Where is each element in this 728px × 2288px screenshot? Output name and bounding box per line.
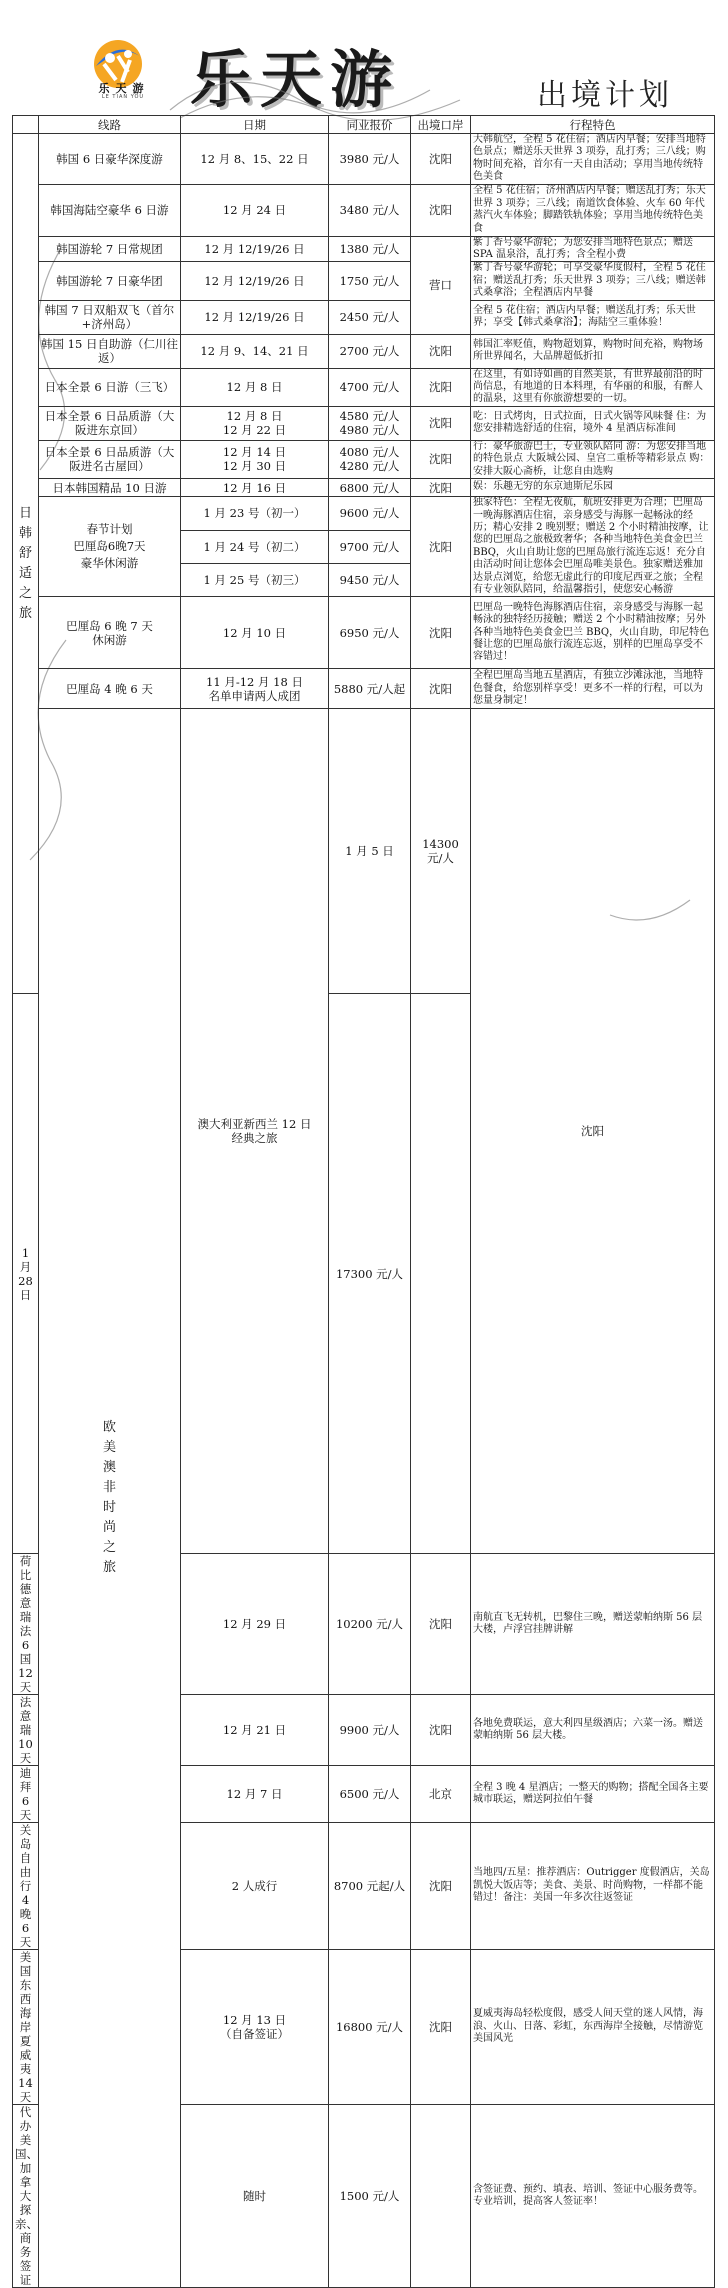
features-cell-line: 当地四/五星：推荐酒店：Outrigger 度假酒店，关岛凯悦大饭店等；美食、美景、时尚购物，一样都不能错过！备注：美国一年多次往返签证 xyxy=(473,1867,710,1904)
date-cell xyxy=(181,134,329,185)
port-cell xyxy=(411,597,471,669)
price-cell-line: 3980 元/人 xyxy=(339,151,400,166)
route-cell-line: 6 国 12 天 xyxy=(18,1637,33,1694)
date-cell-line: 12 月 8、15、22 日 xyxy=(200,151,309,166)
port-cell-line: 沈阳 xyxy=(429,203,452,218)
date-cell xyxy=(181,236,329,262)
region-west xyxy=(39,709,181,2288)
features-cell-line: 全程 5 花住宿；济州酒店内早餐；赠送乱打秀；乐天世界 3 项券；三八线；南道饮食体验、火车 60 年代蒸汽火车体验；脚踏铁轨体验；享用当地传统特色美食 xyxy=(473,185,706,234)
date-cell xyxy=(181,184,329,236)
date-cell xyxy=(329,709,411,994)
route-cell-line: 韩国海陆空豪华 6 日游 xyxy=(50,203,169,218)
date-cell-line: 12 月 12/19/26 日 xyxy=(204,242,305,257)
date-cell xyxy=(13,994,39,1554)
price-cell xyxy=(329,479,411,497)
region-asia xyxy=(13,134,39,994)
date-cell-line: 12 月 16 日 xyxy=(222,480,287,495)
features-cell-line: 娱：乐趣无穷的东京迪斯尼乐园 xyxy=(473,481,613,493)
date-cell xyxy=(181,479,329,497)
features-cell-line: 在这里，有如诗如画的自然美景，有世界最前沿的时尚信息，有地道的日本料理，有华丽的和服，有醉人的温泉，这里有你旅游想要的一切。 xyxy=(473,368,703,405)
route-cell-line: 14 天 xyxy=(18,2075,33,2104)
price-cell xyxy=(329,497,411,530)
port-cell-line: 沈阳 xyxy=(429,416,452,431)
date-cell-line: 12 月 12/19/26 日 xyxy=(204,310,305,325)
region-asia-label: 日韩舒适之旅 xyxy=(18,505,32,621)
route-cell-line: 日本全景 6 日品质游（大阪进名古屋回） xyxy=(44,445,175,474)
port-cell-line: 沈阳 xyxy=(429,151,452,166)
port-cell-line: 沈阳 xyxy=(429,480,452,495)
page-subtitle: 出境计划 xyxy=(537,78,673,113)
port-cell xyxy=(411,1765,471,1822)
features-cell xyxy=(471,497,715,597)
port-cell-line: 沈阳 xyxy=(429,539,452,554)
date-cell-line: 1 月 24 号（初二） xyxy=(203,539,306,554)
port-cell-line: 沈阳 xyxy=(429,452,452,467)
region-west-label: 欧美澳非时尚之旅 xyxy=(102,1420,116,1576)
price-cell-line: 4080 元/人 xyxy=(339,445,400,460)
price-cell xyxy=(329,1694,411,1765)
price-cell xyxy=(329,262,411,300)
price-cell-line: 10200 元/人 xyxy=(335,1616,404,1631)
route-cell xyxy=(39,440,181,478)
route-cell-line: 韩国 15 日自助游（仁川往返） xyxy=(41,337,178,366)
features-cell xyxy=(471,1553,715,1694)
route-cell xyxy=(13,1553,39,1694)
port-cell xyxy=(411,2104,471,2287)
features-cell-line: 南航直飞无转机，巴黎住三晚，赠送蒙帕纳斯 56 层大楼，卢浮宫挂牌讲解 xyxy=(473,1611,703,1635)
route-cell-line: 荷比德意瑞法 xyxy=(19,1553,32,1638)
route-cell xyxy=(39,368,181,406)
date-cell xyxy=(181,300,329,334)
port-cell xyxy=(411,1553,471,1694)
date-cell xyxy=(181,368,329,406)
route-cell-line: 法意瑞 10 天 xyxy=(18,1694,33,1765)
port-cell-line: 沈阳 xyxy=(429,625,452,640)
date-cell-line: 1 月 28 日 xyxy=(18,1245,33,1302)
route-cell-line: 巴厘岛 4 晚 6 天 xyxy=(66,681,153,696)
price-cell-line: 9700 元/人 xyxy=(339,539,400,554)
table-row xyxy=(13,262,715,300)
date-cell xyxy=(181,1553,329,1694)
price-cell xyxy=(329,300,411,334)
table-row xyxy=(13,497,715,530)
date-cell xyxy=(181,669,329,709)
route-cell-line: 日本全景 6 日品质游（大阪进东京回） xyxy=(44,409,175,438)
price-cell-line: 16800 元/人 xyxy=(335,2019,404,2034)
price-cell xyxy=(329,530,411,563)
date-cell-line: 12 月 9、14、21 日 xyxy=(200,344,309,359)
features-cell xyxy=(471,300,715,334)
price-cell-line: 2700 元/人 xyxy=(339,344,400,359)
date-cell xyxy=(181,334,329,368)
price-cell xyxy=(329,1949,411,2104)
route-cell xyxy=(39,497,181,597)
price-cell-line: 17300 元/人 xyxy=(335,1266,404,1281)
route-cell xyxy=(39,406,181,440)
date-cell-line: 11 月-12 月 18 日 xyxy=(206,674,303,689)
features-cell xyxy=(471,134,715,185)
logo-text: 乐天游 xyxy=(98,82,150,95)
port-cell xyxy=(471,709,715,1554)
port-cell xyxy=(411,134,471,185)
price-cell xyxy=(329,994,411,1554)
route-cell xyxy=(39,669,181,709)
date-cell-line: 名单申请两人成团 xyxy=(208,688,301,703)
port-cell xyxy=(411,368,471,406)
price-cell-line: 3480 元/人 xyxy=(339,203,400,218)
header xyxy=(0,0,728,116)
route-cell xyxy=(181,709,329,1554)
price-cell-line: 8700 元起/人 xyxy=(333,1878,406,1893)
route-cell-line: 澳大利亚新西兰 12 日 xyxy=(197,1117,312,1132)
features-cell xyxy=(471,368,715,406)
price-cell xyxy=(329,134,411,185)
port-cell-line: 沈阳 xyxy=(429,2019,452,2034)
price-cell-line: 5880 元/人起 xyxy=(333,681,406,696)
price-cell-line: 9600 元/人 xyxy=(339,506,400,521)
route-cell-line: 日本全景 6 日游（三飞） xyxy=(44,380,175,395)
price-cell-line: 4700 元/人 xyxy=(339,380,400,395)
table-row xyxy=(13,134,715,185)
features-cell-line: 含签证费、预约、填表、培训、签证中心服务费等。专业培训，提高客人签证率！ xyxy=(473,2183,703,2207)
date-cell-line: 12 月 24 日 xyxy=(222,203,287,218)
date-cell xyxy=(181,1765,329,1822)
price-cell-line: 14300 元/人 xyxy=(422,837,459,866)
price-cell-line: 9450 元/人 xyxy=(339,573,400,588)
table-row xyxy=(13,440,715,478)
route-cell-line: 美国东西海岸夏威夷 xyxy=(19,1949,32,2076)
route-cell xyxy=(13,1822,39,1949)
table-row xyxy=(13,406,715,440)
date-cell xyxy=(181,1822,329,1949)
port-cell-line: 沈阳 xyxy=(429,1878,452,1893)
price-cell-line: 6500 元/人 xyxy=(339,1786,400,1801)
route-cell-line: 韩国 6 日豪华深度游 xyxy=(56,151,163,166)
date-cell-line: 1 月 25 号（初三） xyxy=(203,573,306,588)
table-row xyxy=(13,669,715,709)
date-cell-line: 12 月 22 日 xyxy=(222,423,287,438)
features-cell xyxy=(471,1765,715,1822)
route-cell xyxy=(39,134,181,185)
price-cell xyxy=(329,669,411,709)
price-cell-line: 9900 元/人 xyxy=(339,1722,400,1737)
route-cell-line: 韩国游轮 7 日常规团 xyxy=(56,242,163,257)
date-cell-line: 2 人成行 xyxy=(231,1878,278,1893)
port-cell-line: 沈阳 xyxy=(429,1616,452,1631)
date-cell-line: 12 月 14 日 xyxy=(222,445,287,460)
route-cell xyxy=(39,597,181,669)
price-cell-line: 4980 元/人 xyxy=(339,423,400,438)
price-cell xyxy=(329,236,411,262)
features-cell xyxy=(471,184,715,236)
price-cell xyxy=(329,1553,411,1694)
route-cell-line: 日本韩国精品 10 日游 xyxy=(52,480,167,495)
price-cell-line: 4580 元/人 xyxy=(339,409,400,424)
date-cell xyxy=(181,406,329,440)
features-cell-line: 大韩航空，全程 5 花住宿；酒店内早餐；安排当地特色景点；赠送乐天世界 3 项券，乱打秀；三八线；购物时间充裕，首尔有一天自由活动；享用当地传统特色美食 xyxy=(473,134,706,183)
table-row xyxy=(13,709,715,994)
date-cell-line: 12 月 13 日 xyxy=(222,2012,287,2027)
date-cell-line: 12 月 21 日 xyxy=(222,1722,287,1737)
route-cell xyxy=(39,334,181,368)
table-row xyxy=(13,184,715,236)
features-cell-line: 独家特色：全程无夜航，航班安排更为合理；巴厘岛一晚海豚酒店住宿，亲身感受与海豚一起畅泳的经历；精心安排 2 晚别墅；赠送 2 个小时精油按摩，让您的巴厘岛之旅极致奢华；各种当地特色美食金巴兰 BBQ，火山自助让您的巴厘岛旅行流连忘返！充分自由活动时间让您体会巴厘岛唯美景色。独家赠送雅加达景点浏览，给您无虚此行的印度尼西亚之旅；全程有专业领队陪同，给温馨指引，使您安心畅游 xyxy=(473,497,709,595)
features-cell xyxy=(471,2104,715,2287)
date-cell xyxy=(181,1949,329,2104)
features-cell-line: 紫丁香号豪华游轮；为您安排当地特色景点；赠送 SPA 温泉浴，乱打秀；含全程小费 xyxy=(473,236,693,261)
date-cell xyxy=(181,497,329,530)
date-cell-line: 12 月 12/19/26 日 xyxy=(204,274,305,289)
route-cell xyxy=(13,2104,39,2287)
features-cell xyxy=(471,334,715,368)
route-cell-line: 巴厘岛 6 晚 7 天 xyxy=(66,618,153,633)
header-price: 同业报价 xyxy=(329,116,411,134)
features-cell xyxy=(471,1694,715,1765)
table-row xyxy=(13,597,715,669)
price-cell xyxy=(329,1765,411,1822)
brand-title: 乐天游 xyxy=(190,43,401,116)
price-cell xyxy=(329,368,411,406)
date-cell xyxy=(181,262,329,300)
port-cell xyxy=(411,440,471,478)
table-row xyxy=(13,479,715,497)
date-cell xyxy=(181,530,329,563)
port-cell xyxy=(411,669,471,709)
port-cell-line: 北京 xyxy=(429,1786,452,1801)
date-cell-line: 12 月 8 日 xyxy=(226,380,283,395)
features-cell xyxy=(471,597,715,669)
route-cell-line: 巴厘岛6晚7天 xyxy=(73,539,146,554)
features-cell xyxy=(471,406,715,440)
date-cell xyxy=(181,1694,329,1765)
features-cell-line: 全程巴厘岛当地五星酒店，有独立沙滩泳池，当地特色餐食，给您别样享受！更多不一样的行程，可以为您量身制定！ xyxy=(473,670,703,707)
table-row xyxy=(13,236,715,262)
table-row xyxy=(13,334,715,368)
features-cell-line: 行：豪华旅游巴士，专业领队陪同 游：为您安排当地的特色景点 大阪城公园、皇宫二重桥等精彩景点 购：安排大阪心斋桥，让您自由选购 xyxy=(473,440,710,477)
features-cell-line: 夏威夷海岛轻松度假，感受人间天堂的迷人风情，海浪、火山、日落、彩虹，东西海岸全接触，尽情游览美国风光 xyxy=(473,2008,703,2045)
table-row xyxy=(13,300,715,334)
price-cell-line: 1380 元/人 xyxy=(339,242,400,257)
features-cell-line: 吃：日式烤肉，日式拉面，日式火锅等风味餐 住：为您安排精选舒适的住宿，境外 4 星酒店标准间 xyxy=(473,410,707,435)
price-cell-line: 2450 元/人 xyxy=(339,310,400,325)
port-cell xyxy=(411,334,471,368)
header-port: 出境口岸 xyxy=(411,116,471,134)
header-features: 行程特色 xyxy=(471,116,715,134)
port-cell xyxy=(411,236,471,334)
features-cell xyxy=(471,440,715,478)
features-cell-line: 全程 3 晚 4 星酒店；一整天的购物；搭配全国各主要城市联运，赠送阿拉伯午餐 xyxy=(473,1781,709,1805)
date-cell-line: 12 月 30 日 xyxy=(222,459,287,474)
features-cell-line: 巴厘岛一晚特色海豚酒店住宿，亲身感受与海豚一起畅泳的独特经历接触；赠送 2 个小时精油按摩；另外各种当地特色美食金巴兰 BBQ，火山自助，印尼特色餐让您的巴厘岛旅行流连忘返，别样的巴厘岛享受不容错过！ xyxy=(473,601,710,663)
date-cell xyxy=(181,2104,329,2287)
port-cell xyxy=(411,1694,471,1765)
features-cell-line: 韩国汇率贬值，购物超划算，购物时间充裕，购物场所世界闻名，大品牌超低折扣 xyxy=(473,338,703,363)
price-cell-line: 6950 元/人 xyxy=(339,625,400,640)
route-cell xyxy=(13,1694,39,1765)
route-cell-line: 代办美国、加拿大探亲、商务 签证 xyxy=(15,2104,38,2287)
date-cell-line: 12 月 10 日 xyxy=(222,625,287,640)
port-cell xyxy=(411,497,471,597)
date-cell xyxy=(181,440,329,478)
price-cell xyxy=(329,440,411,478)
features-cell xyxy=(471,479,715,497)
route-cell-line: 4 晚 6 天 xyxy=(19,1892,32,1949)
features-cell-line: 紫丁香号豪华游轮；可享受豪华度假村，全程 5 花住宿；赠送乱打秀；乐天世界 3 项券；三八线；赠送韩式桑拿浴；全程酒店内早餐 xyxy=(473,262,706,299)
route-cell xyxy=(39,262,181,300)
price-cell xyxy=(329,184,411,236)
port-cell xyxy=(411,184,471,236)
header-region xyxy=(13,116,39,134)
route-cell-line: 韩国 7 日双船双飞（首尔+济州岛） xyxy=(44,303,175,332)
logo-subtext: LE TIAN YOU xyxy=(101,94,145,100)
port-cell xyxy=(411,1822,471,1949)
date-cell xyxy=(181,597,329,669)
price-cell xyxy=(329,597,411,669)
route-cell-line: 豪华休闲游 xyxy=(80,556,139,571)
price-cell xyxy=(329,1822,411,1949)
port-cell xyxy=(411,479,471,497)
header-route: 线路 xyxy=(39,116,181,134)
features-cell-line: 全程 5 花住宿；酒店内早餐；赠送乱打秀；乐天世界；享受【韩式桑拿浴】；海陆空三重体验！ xyxy=(473,304,696,329)
table-header-row xyxy=(13,116,715,134)
port-cell-line: 沈阳 xyxy=(429,681,452,696)
route-cell xyxy=(39,300,181,334)
route-cell-line: 春节计划 xyxy=(86,522,133,537)
port-cell xyxy=(411,1949,471,2104)
route-cell xyxy=(13,1949,39,2104)
table-row xyxy=(13,368,715,406)
port-cell-line: 沈阳 xyxy=(429,1722,452,1737)
date-cell-line: 1 月 5 日 xyxy=(345,844,394,859)
features-cell xyxy=(471,262,715,300)
route-cell-line: 休闲游 xyxy=(92,632,127,647)
price-cell xyxy=(411,709,471,994)
price-cell-line: 1500 元/人 xyxy=(339,2188,400,2203)
price-cell-line: 6800 元/人 xyxy=(339,480,400,495)
features-cell xyxy=(471,669,715,709)
features-cell xyxy=(471,1822,715,1949)
price-cell xyxy=(329,2104,411,2287)
date-cell xyxy=(181,563,329,596)
price-cell xyxy=(329,563,411,596)
header-date: 日期 xyxy=(181,116,329,134)
date-cell-line: 随时 xyxy=(243,2188,266,2203)
port-cell-line: 沈阳 xyxy=(581,1124,604,1139)
price-cell-line: 1750 元/人 xyxy=(339,274,400,289)
itinerary-table xyxy=(12,115,715,2288)
date-cell-line: 12 月 7 日 xyxy=(226,1786,283,1801)
features-cell-line: 各地免费联运，意大利四星级酒店；六菜一汤。赠送蒙帕纳斯 56 层大楼。 xyxy=(473,1717,703,1741)
route-cell-line: 迪拜 6 天 xyxy=(19,1765,32,1822)
features-cell xyxy=(471,236,715,262)
features-cell xyxy=(471,1949,715,2104)
price-cell xyxy=(329,334,411,368)
date-cell-line: （自备签证） xyxy=(220,2026,289,2041)
route-cell xyxy=(39,184,181,236)
port-cell-line: 营口 xyxy=(429,278,452,293)
price-cell-line: 4280 元/人 xyxy=(339,459,400,474)
price-cell xyxy=(329,406,411,440)
date-cell-line: 1 月 23 号（初一） xyxy=(203,506,306,521)
date-cell-line: 12 月 8 日 xyxy=(226,409,283,424)
route-cell-line: 经典之旅 xyxy=(231,1131,278,1146)
port-cell-line: 沈阳 xyxy=(429,380,452,395)
port-cell xyxy=(411,406,471,440)
date-cell-line: 12 月 29 日 xyxy=(222,1616,287,1631)
route-cell-line: 关岛自由行 xyxy=(19,1822,32,1893)
route-cell xyxy=(39,479,181,497)
port-cell-line: 沈阳 xyxy=(429,344,452,359)
route-cell xyxy=(13,1765,39,1822)
route-cell xyxy=(39,236,181,262)
route-cell-line: 韩国游轮 7 日豪华团 xyxy=(56,274,163,289)
